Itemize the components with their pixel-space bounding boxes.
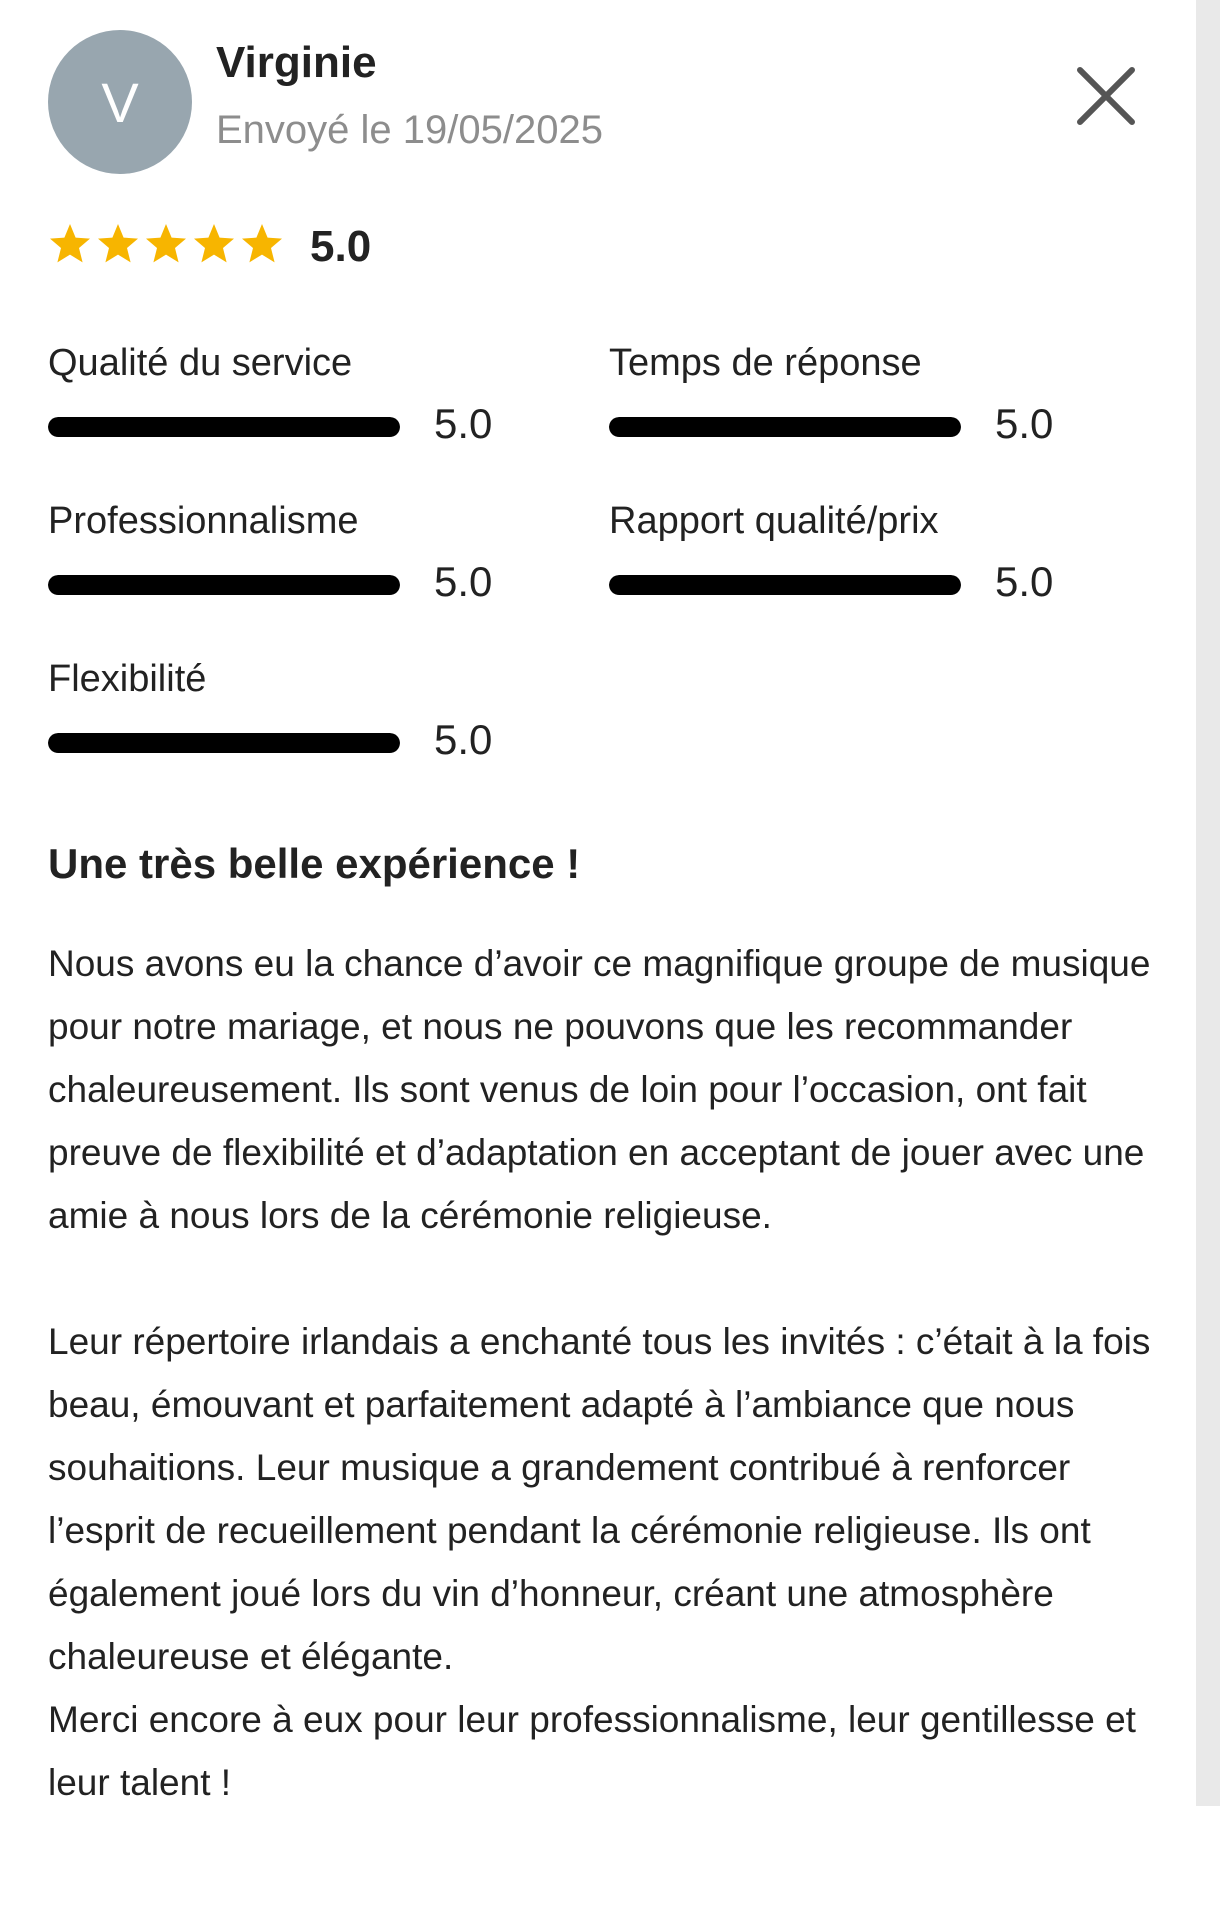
criterion-value: 5.0 xyxy=(995,558,1054,605)
criterion-value-for-money xyxy=(609,500,1089,630)
paragraph-spacer xyxy=(48,1247,1178,1310)
rating-bar xyxy=(609,417,961,437)
avatar xyxy=(48,30,192,174)
rating-bar xyxy=(609,575,961,595)
criterion-response-time xyxy=(609,342,1089,472)
rating-bar-fill xyxy=(48,575,400,595)
criterion-value: 5.0 xyxy=(434,558,493,605)
sent-date: Envoyé le 19/05/2025 xyxy=(216,108,603,152)
star-icon xyxy=(144,222,188,266)
rating-bar-fill xyxy=(609,417,961,437)
reviewer-name: Virginie xyxy=(216,38,377,87)
scrollbar-gutter xyxy=(1196,0,1220,1932)
close-icon[interactable] xyxy=(1070,60,1142,132)
criterion-label: Flexibilité xyxy=(48,658,207,700)
star-rating xyxy=(48,222,284,266)
criterion-value: 5.0 xyxy=(434,400,493,447)
criterion-label: Qualité du service xyxy=(48,342,353,384)
review-paragraph: Leur répertoire irlandais a enchanté tous les invités : c’était à la fois beau, émouvant et parfaitement adapté à l’ambiance que nous souhaitions. Leur musique a grandement contribué à renforcer l’esprit de recueillement pendant la cérémonie religieuse. Ils ont également joué lors du vin d’honneur, créant une atmosphère chaleureuse et élégante. xyxy=(48,1321,1151,1677)
review-body xyxy=(48,932,1178,1814)
review-paragraph: Nous avons eu la chance d’avoir ce magnifique groupe de musique pour notre mariage, et nous ne pouvons que les recommander chaleureusement. Ils sont venus de loin pour l’occasion, ont fait preuve de flexibilité et d’adaptation en acceptant de jouer avec une amie à nous lors de la cérémonie religieuse. xyxy=(48,943,1151,1236)
criterion-label: Rapport qualité/prix xyxy=(609,500,939,542)
review-title: Une très belle expérience ! xyxy=(48,840,581,887)
star-icon xyxy=(48,222,92,266)
review-paragraph: Merci encore à eux pour leur professionnalisme, leur gentillesse et leur talent ! xyxy=(48,1699,1136,1803)
rating-bar-fill xyxy=(48,733,400,753)
criterion-label: Temps de réponse xyxy=(609,342,922,384)
star-icon xyxy=(240,222,284,266)
rating-bar-fill xyxy=(609,575,961,595)
rating-bar xyxy=(48,733,400,753)
criterion-service-quality xyxy=(48,342,528,472)
overall-score: 5.0 xyxy=(310,222,372,271)
rating-bar xyxy=(48,575,400,595)
rating-bar xyxy=(48,417,400,437)
criterion-value: 5.0 xyxy=(434,716,493,763)
criterion-professionalism xyxy=(48,500,528,630)
star-icon xyxy=(192,222,236,266)
rating-bar-fill xyxy=(48,417,400,437)
criterion-value: 5.0 xyxy=(995,400,1054,447)
criterion-label: Professionnalisme xyxy=(48,500,359,542)
star-icon xyxy=(96,222,140,266)
gutter-bottom xyxy=(1196,1806,1220,1932)
criterion-flexibility xyxy=(48,658,528,788)
close-button[interactable] xyxy=(1070,60,1142,132)
avatar-initial: V xyxy=(101,70,139,134)
